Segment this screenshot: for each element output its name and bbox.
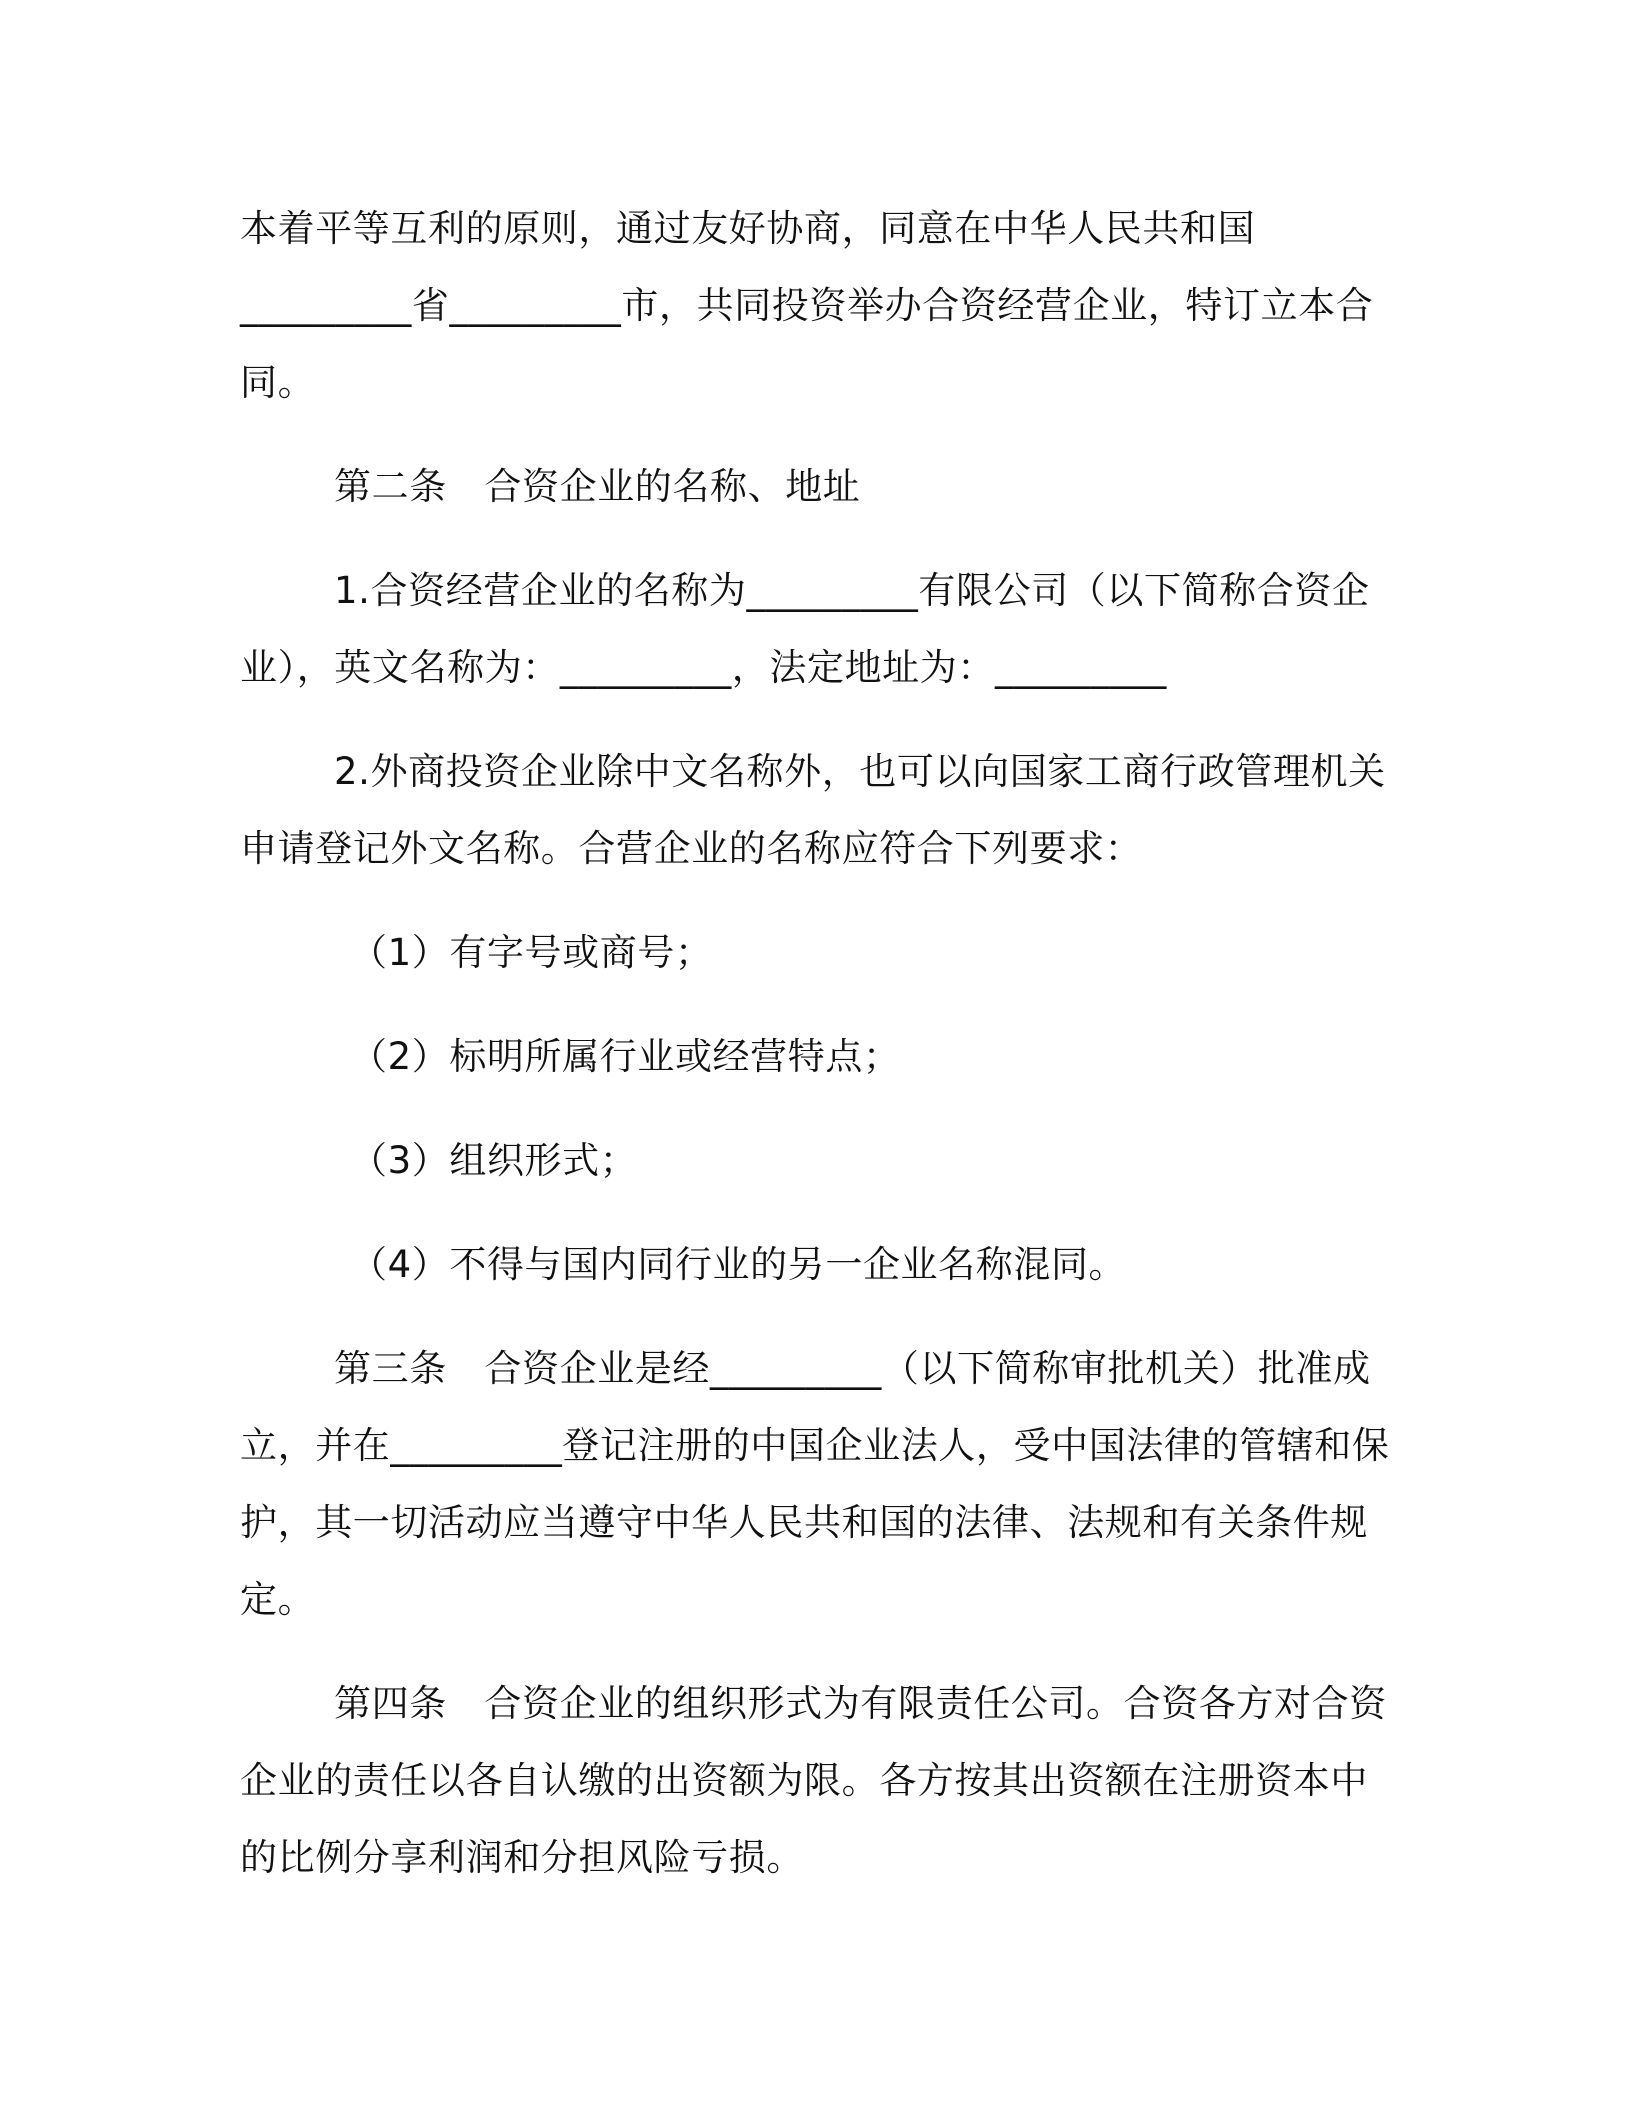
article-3-paragraph: 第三条 合资企业是经_________（以下简称审批机关）批准成立，并在_________登记注册的中国企业法人，受中国法律的管辖和保护，其一切活动应当遵守中华人民共和国的法律、法规和有关条件规定。 <box>240 1347 1390 1621</box>
article-2-item-1: 1.合资经营企业的名称为_________有限公司（以下简称合资企业），英文名称为：_________，法定地址为：_________ <box>240 569 1370 689</box>
article-2-item-2: 2.外商投资企业除中文名称外，也可以向国家工商行政管理机关申请登记外文名称。合营企业的名称应符合下列要求： <box>240 750 1386 870</box>
name-requirement-4: （4）不得与国内同行业的另一企业名称混同。 <box>350 1243 1127 1286</box>
document-body <box>240 190 1390 1896</box>
article-4-paragraph: 第四条 合资企业的组织形式为有限责任公司。合资各方对合资企业的责任以各自认缴的出资额为限。各方按其出资额在注册资本中的比例分享利润和分担风险亏损。 <box>240 1682 1387 1879</box>
intro-paragraph: 本着平等互利的原则，通过友好协商，同意在中华人民共和国_________省_________市，共同投资举办合资经营企业，特订立本合同。 <box>240 207 1374 404</box>
name-requirements-list <box>240 914 1390 1303</box>
name-requirement-3: （3）组织形式； <box>350 1139 638 1182</box>
article-2-heading: 第二条 合资企业的名称、地址 <box>334 465 861 508</box>
name-requirement-1: （1）有字号或商号； <box>350 931 713 974</box>
name-requirement-2: （2）标明所属行业或经营特点； <box>350 1035 901 1078</box>
